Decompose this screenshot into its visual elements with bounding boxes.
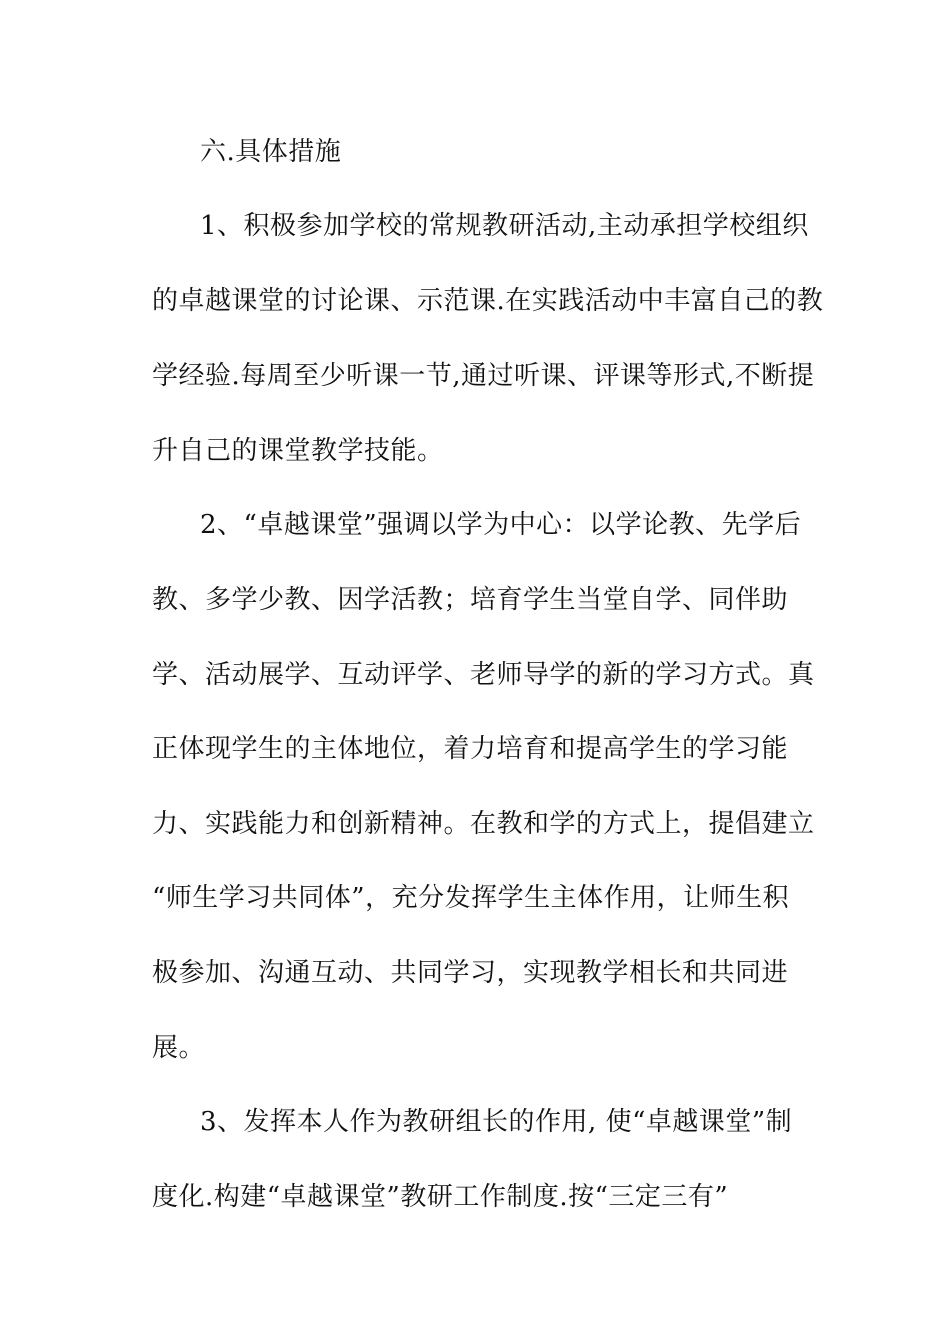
- paragraph-line: 2、“卓越课堂”强调以学为中心：以学论教、先学后: [200, 510, 802, 540]
- section-heading: 六.具体措施: [200, 137, 342, 167]
- paragraph-line: 1、积极参加学校的常规教研活动,主动承担学校组织: [200, 211, 809, 241]
- paragraph-line: “师生学习共同体”，充分发挥学生主体作用，让师生积: [152, 883, 790, 913]
- paragraph-line: 学经验.每周至少听课一节,通过听课、评课等形式,不断提: [152, 361, 815, 391]
- paragraph-line: 度化.构建“卓越课堂”教研工作制度.按“三定三有”: [152, 1182, 729, 1212]
- paragraph-line: 升自己的课堂教学技能。: [152, 436, 444, 466]
- paragraph-line: 力、实践能力和创新精神。在教和学的方式上，提倡建立: [152, 809, 815, 839]
- paragraph-line: 的卓越课堂的讨论课、示范课.在实践活动中丰富自己的教: [152, 286, 824, 316]
- paragraph-line: 展。: [152, 1033, 206, 1063]
- paragraph-line: 3、发挥本人作为教研组长的作用, 使“卓越课堂”制: [200, 1107, 793, 1137]
- paragraph-line: 极参加、沟通互动、共同学习，实现教学相长和共同进: [152, 958, 789, 988]
- paragraph-line: 教、多学少教、因学活教；培育学生当堂自学、同伴助: [152, 585, 789, 615]
- paragraph-line: 正体现学生的主体地位，着力培育和提高学生的学习能: [152, 734, 789, 764]
- paragraph-line: 学、活动展学、互动评学、老师导学的新的学习方式。真: [152, 660, 815, 690]
